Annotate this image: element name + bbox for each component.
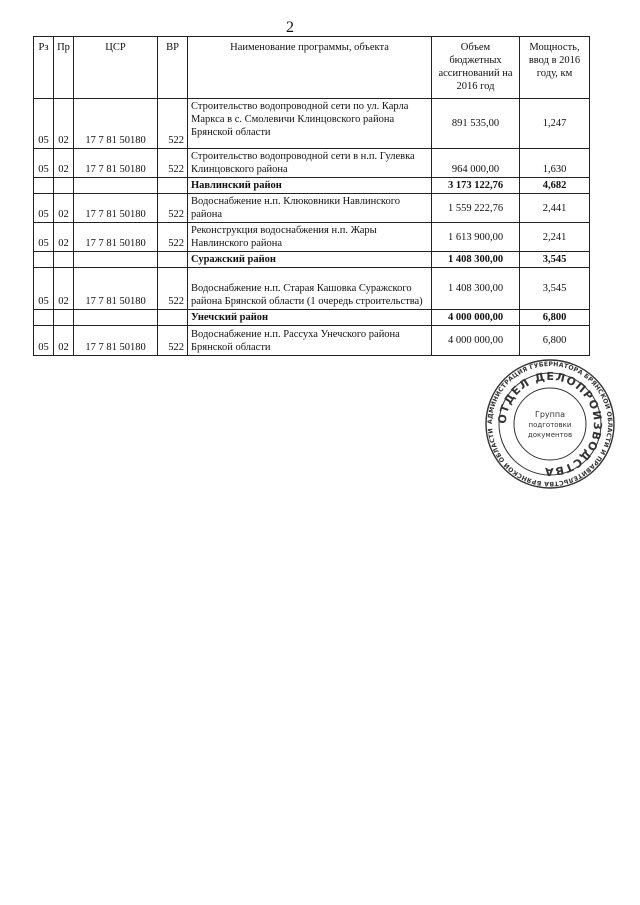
cell-rz: 05 — [34, 194, 54, 223]
cell-name: Строительство водопроводной сети в н.п. Гулевка Клинцовского района — [188, 149, 432, 178]
cell-vr — [158, 178, 188, 194]
cell-pr — [54, 310, 74, 326]
cell-capacity: 3,545 — [520, 268, 590, 310]
header-vr: ВР — [158, 37, 188, 99]
district-name: Навлинский район — [188, 178, 432, 194]
cell-csr: 17 7 81 50180 — [74, 149, 158, 178]
stamp-outer-text: АДМИНИСТРАЦИЯ ГУБЕРНАТОРА БРЯНСКОЙ ОБЛАСТИ И ПРАВИТЕЛЬСТВА БРЯНСКОЙ ОБЛАСТИ — [486, 360, 614, 488]
district-amount: 1 408 300,00 — [432, 252, 520, 268]
cell-csr: 17 7 81 50180 — [74, 99, 158, 149]
cell-capacity: 2,441 — [520, 194, 590, 223]
cell-amount: 1 408 300,00 — [432, 268, 520, 310]
district-amount: 3 173 122,76 — [432, 178, 520, 194]
cell-vr: 522 — [158, 99, 188, 149]
cell-name: Водоснабжение н.п. Рассуха Унечского района Брянской области — [188, 326, 432, 356]
header-csr: ЦСР — [74, 37, 158, 99]
cell-capacity: 1,630 — [520, 149, 590, 178]
cell-name: Реконструкция водоснабжения н.п. Жары Навлинского района — [188, 223, 432, 252]
cell-rz: 05 — [34, 223, 54, 252]
cell-pr: 02 — [54, 223, 74, 252]
table-row — [34, 99, 590, 149]
district-name: Унечский район — [188, 310, 432, 326]
cell-vr: 522 — [158, 268, 188, 310]
table-row — [34, 149, 590, 178]
cell-pr — [54, 252, 74, 268]
cell-rz — [34, 252, 54, 268]
cell-csr: 17 7 81 50180 — [74, 326, 158, 356]
stamp-center-line2: подготовки — [528, 421, 572, 429]
cell-vr: 522 — [158, 149, 188, 178]
cell-rz: 05 — [34, 326, 54, 356]
cell-rz — [34, 310, 54, 326]
stamp-center-line1: Группа — [534, 410, 566, 419]
header-amount: Объем бюджетных ассигнований на 2016 год — [432, 37, 520, 99]
cell-vr — [158, 252, 188, 268]
cell-csr: 17 7 81 50180 — [74, 223, 158, 252]
cell-pr: 02 — [54, 149, 74, 178]
cell-amount: 891 535,00 — [432, 99, 520, 149]
cell-rz — [34, 178, 54, 194]
cell-name: Строительство водопроводной сети по ул. Карла Маркса в с. Смолевичи Клинцовского района Брянской области — [188, 99, 432, 149]
cell-amount: 964 000,00 — [432, 149, 520, 178]
district-row — [34, 252, 590, 268]
cell-csr — [74, 252, 158, 268]
cell-csr: 17 7 81 50180 — [74, 268, 158, 310]
cell-vr: 522 — [158, 194, 188, 223]
cell-rz: 05 — [34, 268, 54, 310]
table-header-row — [34, 37, 590, 99]
cell-name: Водоснабжение н.п. Старая Кашовка Суражского района Брянской области (1 очередь строительства) — [188, 268, 432, 310]
header-name: Наименование программы, объекта — [188, 37, 432, 99]
district-row — [34, 310, 590, 326]
cell-amount: 1 559 222,76 — [432, 194, 520, 223]
table-row — [34, 194, 590, 223]
budget-table — [33, 36, 590, 356]
cell-rz: 05 — [34, 99, 54, 149]
cell-vr: 522 — [158, 326, 188, 356]
district-name: Суражский район — [188, 252, 432, 268]
cell-pr: 02 — [54, 194, 74, 223]
header-pr: Пр — [54, 37, 74, 99]
stamp-ring-text: ОТДЕЛ ДЕЛОПРОИЗВОДСТВА — [495, 369, 605, 479]
cell-pr: 02 — [54, 326, 74, 356]
table-row — [34, 268, 590, 310]
cell-capacity: 1,247 — [520, 99, 590, 149]
cell-csr — [74, 178, 158, 194]
cell-amount: 1 613 900,00 — [432, 223, 520, 252]
stamp-center-line3: документов — [527, 431, 573, 439]
cell-vr — [158, 310, 188, 326]
header-capacity: Мощность, ввод в 2016 году, км — [520, 37, 590, 99]
district-row — [34, 178, 590, 194]
header-rz: Рз — [34, 37, 54, 99]
cell-pr — [54, 178, 74, 194]
cell-csr: 17 7 81 50180 — [74, 194, 158, 223]
cell-rz: 05 — [34, 149, 54, 178]
table-row — [34, 223, 590, 252]
page-number: 2 — [286, 19, 294, 36]
cell-pr: 02 — [54, 268, 74, 310]
district-capacity: 4,682 — [520, 178, 590, 194]
cell-capacity: 6,800 — [520, 326, 590, 356]
cell-csr — [74, 310, 158, 326]
district-capacity: 3,545 — [520, 252, 590, 268]
cell-amount: 4 000 000,00 — [432, 326, 520, 356]
cell-vr: 522 — [158, 223, 188, 252]
cell-pr: 02 — [54, 99, 74, 149]
district-capacity: 6,800 — [520, 310, 590, 326]
district-amount: 4 000 000,00 — [432, 310, 520, 326]
cell-name: Водоснабжение н.п. Клюковники Навлинского района — [188, 194, 432, 223]
cell-capacity: 2,241 — [520, 223, 590, 252]
table-row — [34, 326, 590, 356]
official-stamp — [485, 359, 615, 489]
